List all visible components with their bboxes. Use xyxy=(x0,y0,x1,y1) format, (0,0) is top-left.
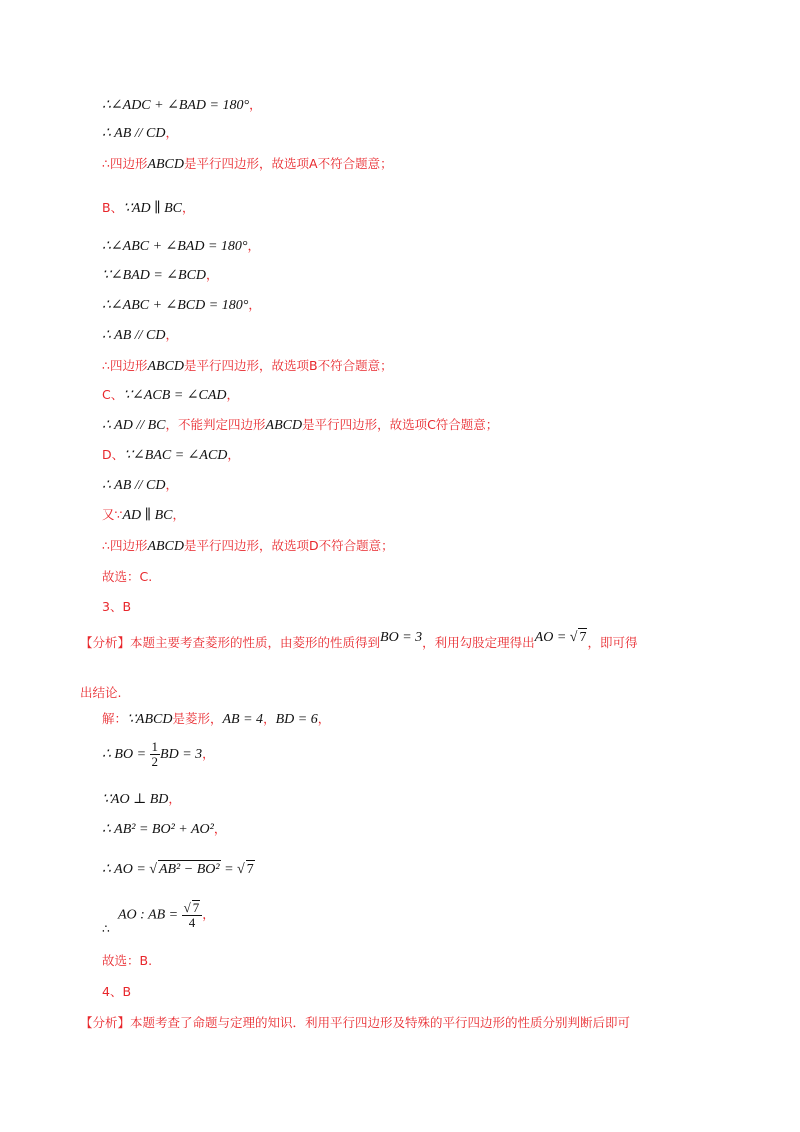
math-expression: ABCD xyxy=(147,359,185,374)
math-expression: ∴ AB // CD xyxy=(102,328,166,343)
math-expression: AD ∥ BC xyxy=(122,508,173,523)
math-expression: ∴ AD // BC xyxy=(102,418,166,433)
proof-step xyxy=(102,237,260,256)
proof-step xyxy=(102,199,195,218)
step-text: ， xyxy=(226,387,240,402)
math-expression: ∵AD ∥ BC xyxy=(123,201,183,216)
q3-analysis-line1: 【分析】本题主要考查菱形的性质，由菱形的性质得到BO = 3，利用勾股定理得出AO = √ 7，即可得 xyxy=(80,630,638,650)
step-text: 是平行四边形，故选项B不符合题意； xyxy=(184,358,393,373)
proof-step xyxy=(102,155,393,174)
proof-step xyxy=(102,476,178,495)
q3-bo-line: ∴ BO = $\frac{1}{2}$ BD = 3， xyxy=(102,739,215,769)
math-expression: ABCD xyxy=(147,539,185,554)
step-text: ∴四边形 xyxy=(102,538,148,553)
math-expression: ∴∠ADC + ∠BAD = 180° xyxy=(102,98,250,113)
math-expression: ∵∠BAC = ∠ACD xyxy=(124,448,228,463)
proof-step xyxy=(102,537,394,556)
math-expression: ABCD xyxy=(265,418,303,433)
q3-ratio-line: AO : AB = $\frac{√ 7}{4}$ ， xyxy=(118,900,215,930)
step-text: ， xyxy=(165,327,179,342)
q3-analysis-line2: 出结论. xyxy=(80,685,122,700)
step-text: ， xyxy=(182,200,195,215)
q3-answer: 故选：B. xyxy=(102,953,153,968)
step-text: 是平行四边形，故选项D不符合题意； xyxy=(184,538,394,553)
step-text: ， xyxy=(165,125,179,140)
step-text: ，不能判定四边形 xyxy=(165,417,266,432)
math-expression: ∴∠ABC + ∠BAD = 180° xyxy=(102,239,248,254)
step-text: ， xyxy=(249,97,262,112)
proof-step xyxy=(102,357,393,376)
math-expression: ∵∠ACB = ∠CAD xyxy=(123,388,227,403)
q3-ao-line: ∴ AO = √ AB² − BO² = √ 7 xyxy=(102,862,254,877)
q3-solution-intro: 解：∵ABCD是菱形，AB = 4，BD = 6， xyxy=(102,711,331,727)
proof-step xyxy=(102,266,219,285)
proof-step xyxy=(102,96,262,115)
q4-heading: 4、B xyxy=(102,984,132,999)
math-expression: ∴∠ABC + ∠BCD = 180° xyxy=(102,298,249,313)
proof-step xyxy=(102,386,239,405)
step-text: 是平行四边形，故选项C符合题意； xyxy=(302,417,499,432)
proof-step xyxy=(102,446,240,465)
step-text: ， xyxy=(172,507,185,522)
step-text: ， xyxy=(247,238,261,253)
q3-therefore: ∴ xyxy=(102,921,110,936)
step-text: ， xyxy=(227,447,240,462)
q4-analysis: 【分析】本题考查了命题与定理的知识．利用平行四边形及特殊的平行四边形的性质分别判断后即可 xyxy=(80,1015,631,1030)
step-text: C、 xyxy=(102,387,124,402)
step-text: 故选：C. xyxy=(102,569,153,584)
math-expression: ∴ AB // CD xyxy=(102,478,166,493)
proof-step xyxy=(102,296,261,315)
step-text: ， xyxy=(165,477,179,492)
proof-step xyxy=(102,416,498,435)
math-expression: ABCD xyxy=(147,157,185,172)
math-expression: ∵∠BAD = ∠BCD xyxy=(102,268,207,283)
step-text: 又∵ xyxy=(102,507,123,522)
math-expression: ∴ AB // CD xyxy=(102,126,166,141)
q3-perp-line: ∵AO ⊥ BD， xyxy=(102,791,181,807)
step-text: B、 xyxy=(102,200,124,215)
step-text: ∴四边形 xyxy=(102,358,148,373)
step-text: D、 xyxy=(102,447,125,462)
q3-pyth-line: ∴ AB² = BO² + AO²， xyxy=(102,821,227,837)
proof-step xyxy=(102,568,152,586)
q3-heading: 3、B xyxy=(102,599,132,614)
proof-step xyxy=(102,124,178,143)
step-text: ， xyxy=(206,267,219,282)
step-text: 是平行四边形，故选项A不符合题意； xyxy=(184,156,393,171)
step-text: ， xyxy=(248,297,261,312)
proof-step xyxy=(102,326,178,345)
proof-step xyxy=(102,506,185,525)
step-text: ∴四边形 xyxy=(102,156,148,171)
